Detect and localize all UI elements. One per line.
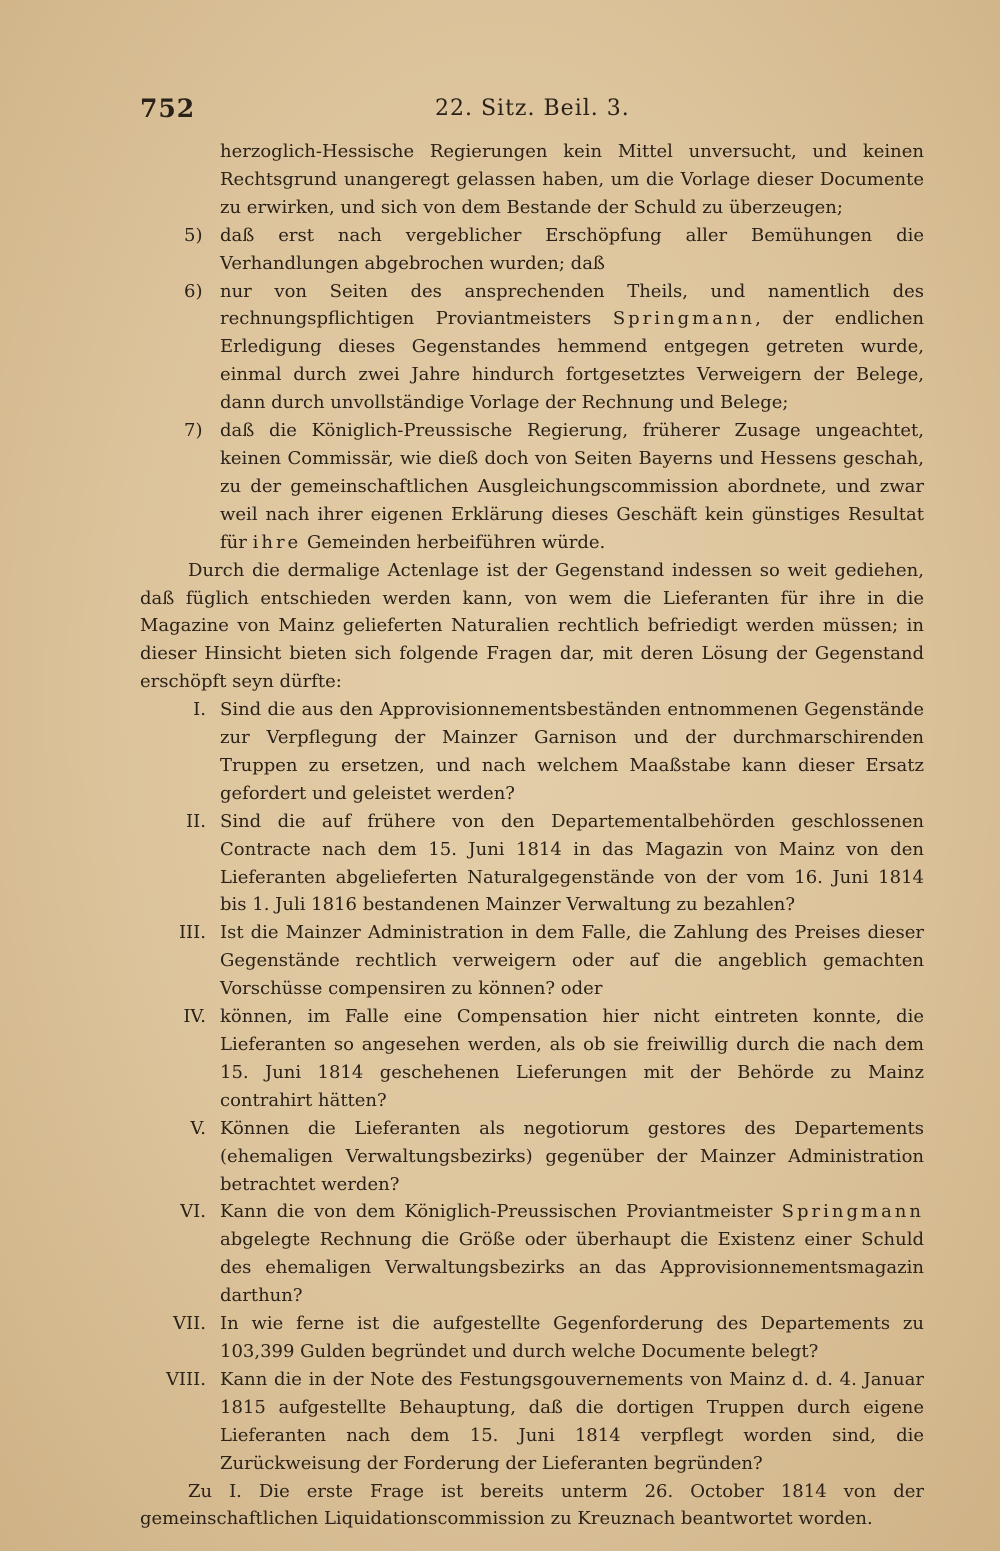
main-paragraph: Durch die dermalige Actenlage ist der Gegenstand indessen so weit gediehen, daß füglich entschieden werden kann, von wem die Lieferanten für ihre in die Magazine von Mainz gelieferten Naturalien rechtlich befriedigt werden müssen; in dieser Hinsicht bieten sich folgende Fragen dar, mit deren Lösung der Gegenstand erschöpft seyn dürfte:: [140, 559, 924, 693]
question-iii-label: III.: [178, 922, 206, 944]
question-v-label: V.: [190, 1117, 206, 1139]
question-vi-name: Springmann: [781, 1201, 924, 1223]
running-head: 22. Sitz. Beil. 3.: [435, 96, 630, 121]
question-v: [140, 1115, 924, 1199]
closing-paragraph: Zu I. Die erste Frage ist bereits unterm 26. October 1814 von der gemeinschaftlichen Liquidationscommission zu Kreuznach beantwortet worden.: [140, 1480, 924, 1530]
item-7-emphasis: ihre: [252, 531, 302, 553]
question-iii: [140, 919, 924, 1003]
question-ii-text: Sind die auf frühere von den Departementalbehörden geschlossenen Contracte nach dem 15. Juni 1814 in das Magazin von Mainz von den Lieferanten abgelieferten Naturalgegenstände von der vom 16. Juni 1814 bis 1. Juli 1816 bestandenen Mainzer Verwaltung zu bezahlen?: [220, 810, 924, 916]
question-iv-text: können, im Falle eine Compensation hier nicht eintreten konnte, die Lieferanten so angesehen werden, als ob sie freiwillig durch die nach dem 15. Juni 1814 geschehenen Lieferungen mit der Behörde zu Mainz contrahirt hätten?: [220, 1006, 924, 1111]
body-text: [140, 138, 924, 1533]
question-iii-text: Ist die Mainzer Administration in dem Falle, die Zahlung des Preises dieser Gegenstände rechtlich verweigern oder auf die angeblich gemachten Vorschüsse compensiren zu können? oder: [220, 922, 924, 1000]
question-viii: [140, 1366, 924, 1478]
question-vii-text: In wie ferne ist die aufgestellte Gegenforderung des Departements zu 103,399 Gulden begründet und durch welche Documente belegt?: [220, 1313, 924, 1362]
question-i: [140, 696, 924, 808]
item-6-text-before: nur von Seiten des ansprechenden Theils, und namentlich des rechnungspflichtigen Proviantmeisters: [220, 280, 924, 330]
item-5: [140, 222, 924, 278]
question-viii-text: Kann die in der Note des Festungsgouvernements von Mainz d. d. 4. Januar 1815 aufgestellte Behauptung, daß die dortigen Truppen durch eigene Lieferanten nach dem 15. Juni 1814 verpflegt worden sind, die Zurückweisung der Forderung der Lieferanten begründen?: [220, 1368, 924, 1474]
item-6-label: 6): [184, 280, 203, 302]
item-7-text-before: daß die Königlich-Preussische Regierung, früherer Zusage ungeachtet, keinen Commissär, wie dieß doch von Seiten Bayerns und Hessens geschah, zu der gemeinschaftlichen Ausgleichungscommission abordnete, und zwar weil nach ihrer eigenen Erklärung dieses Geschäft kein günstiges Resultat für: [220, 420, 924, 553]
question-viii-label: VIII.: [165, 1368, 206, 1390]
item-6-name: Springmann: [612, 308, 756, 330]
item-6: [140, 278, 924, 418]
item-6-text-after: , der endlichen Erledigung dieses Gegenstandes hemmend entgegen getreten wurde, einmal durch zwei Jahre hindurch fortgesetztes Verweigern der Belege, dann durch unvollständige Vorlage der Rechnung und Belege;: [220, 308, 924, 414]
question-vi-text-after: abgelegte Rechnung die Größe oder überhaupt die Existenz einer Schuld des ehemaligen Verwaltungsbezirks an das Approvisionnementsmagazin darthun?: [220, 1229, 924, 1307]
question-vii: [140, 1310, 924, 1366]
item-7-text-after: Gemeinden herbeiführen würde.: [306, 531, 606, 553]
item-5-label: 5): [184, 224, 203, 246]
page-header: [140, 94, 860, 130]
question-v-text: Können die Lieferanten als negotiorum gestores des Departements (ehemaligen Verwaltungsbezirks) gegenüber der Mainzer Administration betrachtet werden?: [220, 1117, 924, 1195]
question-vi-label: VI.: [180, 1201, 206, 1223]
question-iv: [140, 1003, 924, 1115]
question-ii: [140, 808, 924, 920]
item-4-continuation: [140, 138, 924, 222]
question-ii-label: II.: [186, 810, 206, 832]
item-7: [140, 417, 924, 557]
question-iv-label: IV.: [183, 1006, 206, 1028]
question-vi-text-before: Kann die von dem Königlich-Preussischen Proviantmeister: [220, 1201, 773, 1223]
page-number: 752: [140, 94, 196, 123]
item-4-text: herzoglich-Hessische Regierungen kein Mittel unversucht, und keinen Rechtsgrund unangeregt gelassen haben, um die Vorlage dieser Documente zu erwirken, und sich von dem Bestande der Schuld zu überzeugen;: [220, 141, 924, 218]
item-5-text: daß erst nach vergeblicher Erschöpfung aller Bemühungen die Verhandlungen abgebrochen wurden; daß: [220, 224, 924, 274]
question-vii-label: VII.: [173, 1313, 206, 1335]
question-i-text: Sind die aus den Approvisionnementsbeständen entnommenen Gegenstände zur Verpflegung der Mainzer Garnison und der durchmarschirenden Truppen zu ersetzen, und nach welchem Maaßstabe kann dieser Ersatz gefordert und geleistet werden?: [220, 699, 924, 804]
question-i-label: I.: [193, 699, 206, 721]
item-7-label: 7): [184, 420, 203, 442]
question-vi: [140, 1198, 924, 1310]
